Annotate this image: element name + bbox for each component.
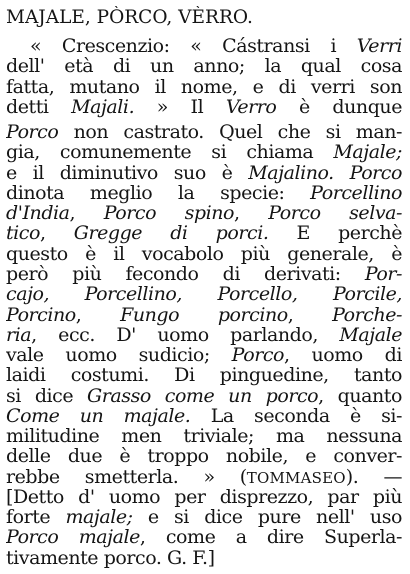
text-segment: « Crescenzio: « Cástransi i	[30, 35, 357, 57]
text-segment: delle due è troppo nobile, e conver-	[6, 445, 402, 467]
italic-term: Majali.	[71, 96, 135, 118]
italic-term: Porco	[6, 121, 59, 143]
italic-term: tico	[6, 222, 40, 244]
italic-term: ria	[6, 324, 32, 346]
italic-term: Porcino	[6, 304, 76, 326]
text-segment: ,	[40, 222, 74, 244]
italic-term: Verri	[356, 35, 402, 57]
text-segment: ). —	[345, 466, 402, 488]
italic-term: Porco majale	[6, 526, 140, 548]
text-segment: , quanto	[318, 385, 402, 407]
text-segment: e si dice pure nell' uso	[132, 506, 402, 528]
italic-term: d'India	[6, 202, 70, 224]
text-segment: fatta, mutano il nome, e di verri son	[6, 76, 402, 98]
text-segment: La seconda è si-	[190, 405, 402, 427]
text-segment: gia, comunemente si chiama	[6, 141, 334, 163]
text-segment: però più fecondo di derivati:	[6, 263, 365, 285]
italic-term: Majalino.	[248, 162, 334, 184]
italic-term: Fungo porcino	[120, 304, 288, 326]
text-segment: , uomo di	[284, 344, 402, 366]
italic-term: majale;	[65, 506, 133, 528]
text-segment: [Detto d' uomo per disprezzo, par più	[6, 486, 402, 508]
text-segment: E perchè	[268, 222, 402, 244]
italic-term: Porche-	[332, 304, 402, 326]
text-segment: ,	[287, 304, 333, 326]
text-segment: questo è il vocabolo più generale, è	[6, 243, 402, 265]
italic-term: cajo, Porcellino, Porcello, Porcile,	[6, 283, 402, 305]
text-segment: » Il	[134, 96, 226, 118]
italic-term: Come un majale.	[6, 405, 191, 427]
italic-term: Porco selva-	[268, 202, 402, 224]
italic-term: Porco spino	[103, 202, 235, 224]
text-segment: forte	[6, 506, 66, 528]
text-segment: detti	[6, 96, 72, 118]
entry-headword: MAJALE, PÒRCO, VÈRRO.	[6, 7, 253, 28]
text-segment: tivamente porco. G. F.]	[6, 547, 215, 569]
text-segment: militudine men triviale; ma nessuna	[6, 425, 402, 447]
italic-term: Verro	[225, 96, 277, 118]
italic-term: Porco	[231, 344, 285, 366]
italic-term: Gregge di porci.	[73, 222, 269, 244]
italic-term: Majale;	[333, 141, 402, 163]
text-line	[6, 95, 402, 119]
text-segment: ,	[234, 202, 269, 224]
text-segment: ,	[69, 202, 104, 224]
text-segment: non castrato. Quel che si man-	[58, 121, 402, 143]
text-segment: e il diminutivo suo è	[6, 162, 249, 184]
text-segment: è dunque	[276, 96, 402, 118]
text-segment: rebbe smetterla. » (	[6, 466, 247, 488]
text-segment: , come a dire Superla-	[139, 526, 402, 548]
text-segment: laidi costumi. Di pinguedine, tanto	[6, 364, 402, 386]
italic-term: Porcellino	[310, 182, 402, 204]
text-segment: dell' età di un anno; la qual cosa	[6, 55, 402, 77]
text-segment: ,	[75, 304, 121, 326]
text-segment: , ecc. D' uomo parlando,	[31, 324, 340, 346]
italic-term: Porco	[349, 162, 402, 184]
text-segment: dinota meglio la specie:	[6, 182, 311, 204]
text-segment: si dice	[6, 385, 88, 407]
italic-term: Majale	[339, 324, 402, 346]
text-segment: vale uomo sudicio;	[6, 344, 232, 366]
italic-term: Grasso come un porco	[87, 385, 319, 407]
text-line	[6, 546, 402, 570]
italic-term: Por-	[364, 263, 402, 285]
author-name: TOMMASEO	[246, 469, 346, 487]
